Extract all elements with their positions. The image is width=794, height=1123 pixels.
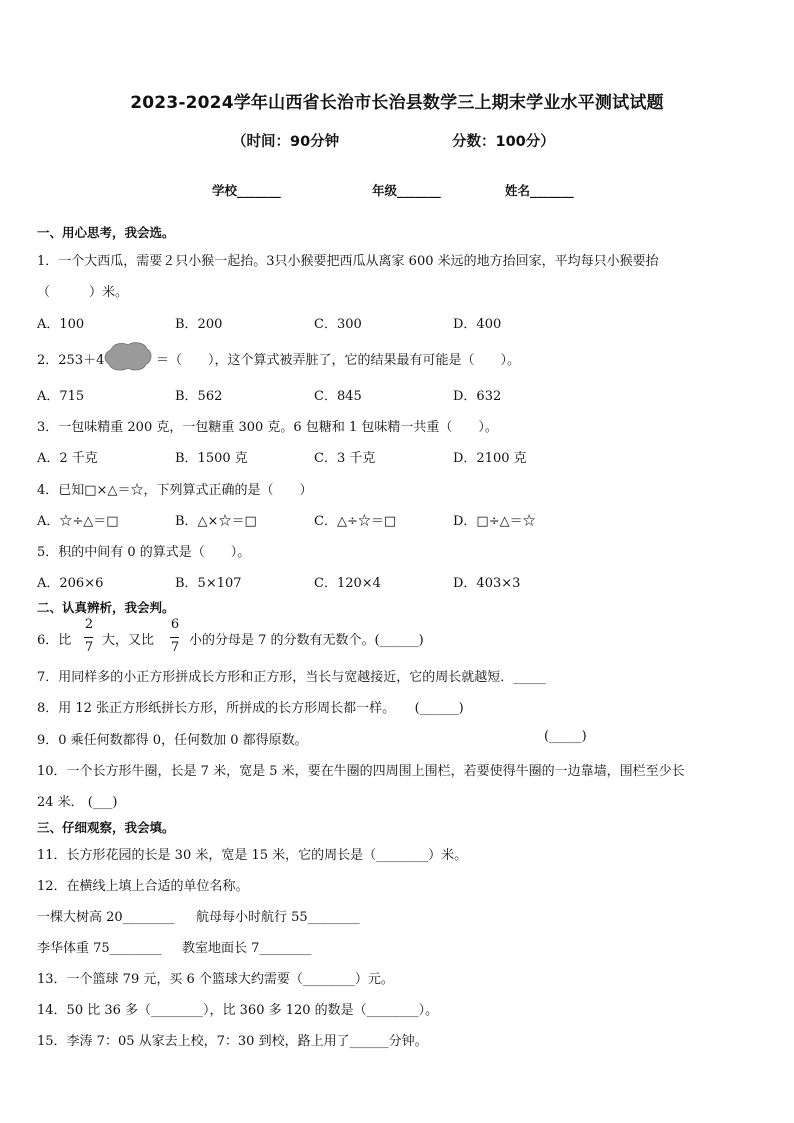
question-8: 8．用 12 张正方形纸拼长方形，所拼成的长方形周长都一样。 (______) bbox=[37, 701, 464, 716]
fraction-1-denominator: 7 bbox=[84, 640, 94, 655]
section-1-heading: 一、用心思考，我会选。 bbox=[37, 225, 175, 240]
question-1-line1: 1．一个大西瓜，需要２只小猴一起抬。3只小猴要把西瓜从离家 600 米远的地方抬回家，平均每只小猴要抬 bbox=[37, 254, 659, 269]
q4-option-c: C．△÷☆＝□ bbox=[314, 514, 397, 529]
question-5: 5．积的中间有 0 的算式是（ ）。 bbox=[37, 545, 251, 560]
q12-item-tree-height: 一棵大树高 20________ bbox=[37, 910, 175, 925]
q5-option-b: B．5×107 bbox=[175, 576, 242, 591]
question-3: 3．一包味精重 200 克，一包糖重 300 克。6 包糖和 1 包味精一共重（ ）。 bbox=[37, 420, 498, 435]
grade-field: 年级_______ bbox=[372, 183, 441, 198]
question-10-line2: 24 米． (___) bbox=[37, 795, 118, 810]
q4-option-d: D．□÷△＝☆ bbox=[453, 514, 536, 529]
q2-option-d: D．632 bbox=[453, 389, 502, 404]
q1-option-d: D．400 bbox=[453, 317, 502, 332]
name-field: 姓名_______ bbox=[505, 183, 574, 198]
q3-option-a: A．2 千克 bbox=[37, 451, 98, 466]
q3-option-d: D．2100 克 bbox=[453, 451, 527, 466]
exam-time: （时间：90分钟 bbox=[232, 134, 340, 150]
question-6-middle: 大，又比 bbox=[102, 633, 155, 648]
question-9: 9．0 乘任何数都得 0，任何数加 0 都得原数。 bbox=[37, 733, 308, 748]
q2-option-a: A．715 bbox=[37, 389, 85, 404]
q2-option-c: C．845 bbox=[314, 389, 362, 404]
question-12: 12．在横线上填上合适的单位名称。 bbox=[37, 879, 249, 894]
q12-item-carrier-speed: 航母每小时航行 55________ bbox=[196, 910, 360, 925]
question-13: 13．一个篮球 79 元，买 6 个篮球大约需要（________）元。 bbox=[37, 972, 394, 987]
fraction-1-numerator: 2 bbox=[84, 617, 94, 632]
question-15: 15．李涛 7：05 从家去上校，7：30 到校，路上用了______分钟。 bbox=[37, 1034, 428, 1049]
q3-option-b: B．1500 克 bbox=[175, 451, 248, 466]
q12-item-weight: 李华体重 75________ bbox=[37, 941, 162, 956]
exam-score: 分数：100分） bbox=[452, 134, 555, 150]
q5-option-a: A．206×6 bbox=[37, 576, 104, 591]
fraction-2-bar bbox=[170, 637, 179, 638]
page-title: 2023-2024学年山西省长治市长治县数学三上期末学业水平测试试题 bbox=[130, 93, 664, 113]
question-2-prefix: 2．253＋4 bbox=[37, 353, 105, 368]
fraction-2-denominator: 7 bbox=[170, 640, 180, 655]
school-field: 学校_______ bbox=[212, 183, 281, 198]
q1-option-b: B．200 bbox=[175, 317, 223, 332]
q1-option-a: A．100 bbox=[37, 317, 85, 332]
q4-option-b: B．△×☆＝□ bbox=[175, 514, 257, 529]
question-14: 14．50 比 36 多（________），比 360 多 120 的数是（________）。 bbox=[37, 1003, 439, 1018]
ink-blot-icon bbox=[103, 340, 153, 372]
question-6-suffix: 小的分母是 7 的分数有无数个。(______) bbox=[189, 633, 424, 648]
section-2-heading: 二、认真辨析，我会判。 bbox=[37, 600, 175, 615]
fraction-2-numerator: 6 bbox=[170, 617, 180, 632]
section-3-heading: 三、仔细观察，我会填。 bbox=[37, 820, 175, 835]
q2-option-b: B．562 bbox=[175, 389, 223, 404]
q3-option-c: C．3 千克 bbox=[314, 451, 376, 466]
question-4: 4．已知□×△＝☆，下列算式正确的是（ ） bbox=[37, 483, 313, 498]
q5-option-c: C．120×4 bbox=[314, 576, 381, 591]
q1-option-c: C．300 bbox=[314, 317, 362, 332]
question-11: 11．长方形花园的长是 30 米，宽是 15 米，它的周长是（________）米。 bbox=[37, 848, 468, 863]
question-2-suffix: ＝（ ），这个算式被弄脏了，它的结果最有可能是（ ）。 bbox=[156, 353, 521, 368]
question-10-line1: 10．一个长方形牛圈，长是 7 米，宽是 5 米，要在牛圈的四周围上围栏，若要使得牛圈的一边靠墙，围栏至少长 bbox=[37, 764, 685, 779]
question-1-line2: （ ）米。 bbox=[37, 285, 129, 300]
question-6-prefix: 6．比 bbox=[37, 633, 72, 648]
q4-option-a: A．☆÷△＝□ bbox=[37, 514, 119, 529]
question-9-answer-blank: (_____) bbox=[544, 729, 587, 744]
question-7: 7．用同样多的小正方形拼成长方形和正方形，当长与宽越接近，它的周长就越短．_____ bbox=[37, 670, 546, 685]
q5-option-d: D．403×3 bbox=[453, 576, 521, 591]
fraction-1-bar bbox=[84, 637, 93, 638]
q12-item-classroom-length: 教室地面长 7________ bbox=[182, 941, 312, 956]
